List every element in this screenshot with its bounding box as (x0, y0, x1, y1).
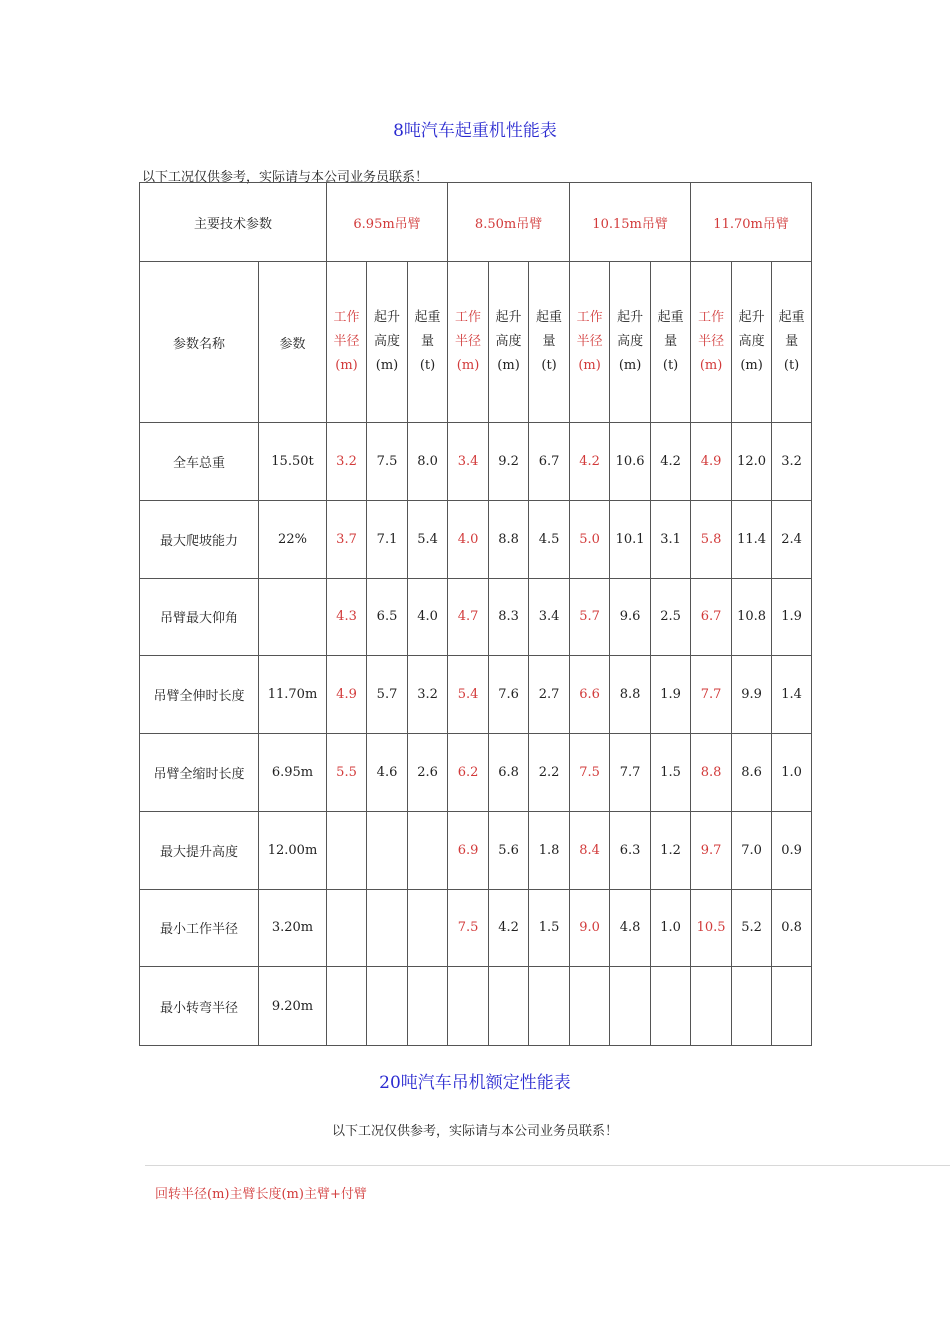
lift-height-cell: 7.1 (367, 500, 408, 578)
radius-cell: 4.7 (448, 578, 489, 656)
lift-height-cell: 9.9 (732, 656, 772, 734)
lift-height-cell: 9.6 (610, 578, 651, 656)
capacity-header (772, 262, 812, 423)
radius-cell: 5.7 (570, 578, 610, 656)
radius-cell: 4.2 (570, 423, 610, 501)
lift-height-cell: 8.3 (489, 578, 529, 656)
sub-header-line: 工作 (698, 310, 725, 325)
radius-cell (691, 967, 732, 1046)
table-row (140, 967, 812, 1046)
radius-cell: 10.5 (691, 889, 732, 967)
lift-height-cell: 10.8 (732, 578, 772, 656)
sub-header-line: 起重 (778, 310, 805, 325)
lift-height-cell (367, 889, 408, 967)
sub-header-line: (t) (541, 358, 557, 373)
capacity-cell (772, 967, 812, 1046)
radius-cell: 6.7 (691, 578, 732, 656)
sub-header-line: 起升 (738, 310, 765, 325)
capacity-cell: 6.7 (529, 423, 570, 501)
radius-cell (570, 967, 610, 1046)
radius-cell: 9.7 (691, 811, 732, 889)
capacity-cell: 2.4 (772, 500, 812, 578)
sub-header-line: 起重 (657, 310, 684, 325)
second-table-title: 20吨汽车吊机额定性能表 (379, 1073, 571, 1093)
table-row (140, 500, 812, 578)
sub-header-line: 半径 (576, 334, 603, 349)
sub-header-line: (m) (618, 358, 642, 373)
radius-cell: 7.5 (448, 889, 489, 967)
lift-height-cell: 7.6 (489, 656, 529, 734)
sub-header-line: 工作 (455, 310, 482, 325)
sub-header-line: 起升 (495, 310, 522, 325)
sub-header-line: (m) (699, 358, 723, 373)
sub-header-line: 高度 (495, 334, 522, 349)
sub-header-line: (m) (578, 358, 601, 373)
param-value: 11.70m (259, 656, 327, 734)
lift-height-cell: 7.7 (610, 734, 651, 812)
capacity-cell: 1.5 (529, 889, 570, 967)
radius-cell: 9.0 (570, 889, 610, 967)
lift-height-cell: 4.8 (610, 889, 651, 967)
sub-header-line: 半径 (333, 334, 360, 349)
sub-header-line: 量 (785, 334, 799, 349)
radius-cell: 3.4 (448, 423, 489, 501)
capacity-cell: 5.4 (408, 500, 448, 578)
capacity-header (408, 262, 448, 423)
radius-cell: 5.0 (570, 500, 610, 578)
lift-height-cell: 9.2 (489, 423, 529, 501)
capacity-cell (651, 967, 691, 1046)
radius-cell: 3.7 (327, 500, 367, 578)
lift-height-cell: 5.7 (367, 656, 408, 734)
sub-header-line: (m) (497, 358, 520, 373)
param-name: 最大爬坡能力 (140, 500, 259, 578)
param-name: 吊臂全缩时长度 (140, 734, 259, 812)
capacity-cell (529, 967, 570, 1046)
sub-header-line: 半径 (698, 334, 725, 349)
capacity-cell: 3.1 (651, 500, 691, 578)
boom-header: 8.50m吊臂 (448, 183, 570, 262)
capacity-cell: 1.0 (651, 889, 691, 967)
radius-cell: 3.2 (327, 423, 367, 501)
capacity-cell: 1.5 (651, 734, 691, 812)
radius-cell: 8.8 (691, 734, 732, 812)
param-value (259, 578, 327, 656)
page-title: 8吨汽车起重机性能表 (393, 121, 557, 141)
sub-header-line: 半径 (455, 334, 482, 349)
lift-height-cell: 12.0 (732, 423, 772, 501)
radius-cell: 5.8 (691, 500, 732, 578)
capacity-cell: 1.0 (772, 734, 812, 812)
radius-cell: 6.6 (570, 656, 610, 734)
lift-height-cell: 8.8 (610, 656, 651, 734)
radius-cell (327, 967, 367, 1046)
sub-header-line: (m) (335, 358, 358, 373)
sub-header-line: 工作 (576, 310, 603, 325)
capacity-cell: 4.0 (408, 578, 448, 656)
table-row (140, 578, 812, 656)
lift-height-cell (489, 967, 529, 1046)
sub-header-line: (m) (740, 358, 763, 373)
param-name: 全车总重 (140, 423, 259, 501)
radius-cell: 5.5 (327, 734, 367, 812)
second-table-header-text: 回转半径(m)主臂长度(m)主臂+付臂 (155, 1187, 367, 1202)
radius-header (448, 262, 489, 423)
header-row-params (140, 262, 812, 423)
disclaimer-note-2: 以下工况仅供参考，实际请与本公司业务员联系！ (331, 1124, 618, 1139)
sub-header-line: 量 (664, 334, 678, 349)
lift-height-cell: 8.8 (489, 500, 529, 578)
capacity-cell: 0.9 (772, 811, 812, 889)
capacity-cell: 3.2 (772, 423, 812, 501)
radius-cell: 7.5 (570, 734, 610, 812)
lift-height-cell: 5.2 (732, 889, 772, 967)
sub-header-line: 高度 (738, 334, 765, 349)
sub-header-line: 起重 (536, 310, 563, 325)
param-name: 最小工作半径 (140, 889, 259, 967)
param-name: 最大提升高度 (140, 811, 259, 889)
table-row (140, 734, 812, 812)
lift-height-cell: 6.3 (610, 811, 651, 889)
radius-cell: 6.9 (448, 811, 489, 889)
table-row (140, 811, 812, 889)
radius-cell: 6.2 (448, 734, 489, 812)
lift-height-cell: 4.6 (367, 734, 408, 812)
capacity-cell: 4.2 (651, 423, 691, 501)
param-name: 最小转弯半径 (140, 967, 259, 1046)
main-params-header: 主要技术参数 (140, 183, 327, 262)
capacity-cell (408, 889, 448, 967)
radius-cell (327, 889, 367, 967)
lift-height-cell: 4.2 (489, 889, 529, 967)
sub-header-line: 高度 (617, 334, 644, 349)
radius-cell: 7.7 (691, 656, 732, 734)
lift-height-cell: 6.5 (367, 578, 408, 656)
capacity-cell: 3.4 (529, 578, 570, 656)
radius-cell: 4.0 (448, 500, 489, 578)
capacity-cell: 1.4 (772, 656, 812, 734)
capacity-cell: 1.9 (772, 578, 812, 656)
param-name: 吊臂全伸时长度 (140, 656, 259, 734)
table-row (140, 656, 812, 734)
table-row (140, 889, 812, 967)
param-value: 22% (259, 500, 327, 578)
capacity-cell: 2.7 (529, 656, 570, 734)
lift-height-cell: 11.4 (732, 500, 772, 578)
sub-header-line: 起升 (374, 310, 401, 325)
radius-cell (448, 967, 489, 1046)
lift-height-header (610, 262, 651, 423)
param-value: 12.00m (259, 811, 327, 889)
lift-height-cell (610, 967, 651, 1046)
lift-height-cell: 7.5 (367, 423, 408, 501)
lift-height-cell (367, 967, 408, 1046)
sub-header-line: 工作 (333, 310, 360, 325)
boom-header: 11.70m吊臂 (691, 183, 812, 262)
capacity-cell: 2.5 (651, 578, 691, 656)
sub-header-line: (m) (456, 358, 480, 373)
header-row-booms (140, 183, 812, 262)
lift-height-cell: 8.6 (732, 734, 772, 812)
sub-header-line: (t) (662, 358, 679, 373)
lift-height-cell: 7.0 (732, 811, 772, 889)
boom-header: 6.95m吊臂 (327, 183, 448, 262)
sub-header-line: 起重 (414, 310, 441, 325)
sub-header-line: (m) (375, 358, 399, 373)
capacity-cell (408, 811, 448, 889)
capacity-header (529, 262, 570, 423)
lift-height-cell: 5.6 (489, 811, 529, 889)
sub-header-line: 量 (542, 334, 556, 349)
capacity-cell: 8.0 (408, 423, 448, 501)
capacity-cell: 1.9 (651, 656, 691, 734)
capacity-header (651, 262, 691, 423)
radius-cell (327, 811, 367, 889)
table-row (140, 423, 812, 501)
sub-header-line: (t) (419, 358, 436, 373)
sub-header-line: 起升 (617, 310, 644, 325)
capacity-cell: 0.8 (772, 889, 812, 967)
boom-header: 10.15m吊臂 (570, 183, 691, 262)
lift-height-cell: 10.6 (610, 423, 651, 501)
capacity-cell: 2.6 (408, 734, 448, 812)
capacity-cell: 1.8 (529, 811, 570, 889)
capacity-cell: 4.5 (529, 500, 570, 578)
capacity-cell: 3.2 (408, 656, 448, 734)
sub-header-line: 量 (421, 334, 435, 349)
lift-height-header (489, 262, 529, 423)
lift-height-cell: 6.8 (489, 734, 529, 812)
radius-header (327, 262, 367, 423)
param-value-header: 参数 (259, 262, 327, 423)
param-value: 6.95m (259, 734, 327, 812)
param-value: 15.50t (259, 423, 327, 501)
param-value: 3.20m (259, 889, 327, 967)
param-name: 吊臂最大仰角 (140, 578, 259, 656)
radius-cell: 5.4 (448, 656, 489, 734)
capacity-cell: 1.2 (651, 811, 691, 889)
capacity-cell (408, 967, 448, 1046)
lift-height-header (732, 262, 772, 423)
lift-height-header (367, 262, 408, 423)
sub-header-line: 高度 (374, 334, 401, 349)
capacity-cell: 2.2 (529, 734, 570, 812)
disclaimer-note: 以下工况仅供参考，实际请与本公司业务员联系！ (142, 170, 429, 185)
divider (145, 1165, 950, 1166)
param-value: 9.20m (259, 967, 327, 1046)
radius-header (691, 262, 732, 423)
radius-header (570, 262, 610, 423)
radius-cell: 4.3 (327, 578, 367, 656)
lift-height-cell: 10.1 (610, 500, 651, 578)
sub-header-line: (t) (783, 358, 800, 373)
radius-cell: 8.4 (570, 811, 610, 889)
radius-cell: 4.9 (691, 423, 732, 501)
lift-height-cell (732, 967, 772, 1046)
param-name-header: 参数名称 (140, 262, 259, 423)
radius-cell: 4.9 (327, 656, 367, 734)
crane-performance-table (139, 182, 812, 1046)
lift-height-cell (367, 811, 408, 889)
